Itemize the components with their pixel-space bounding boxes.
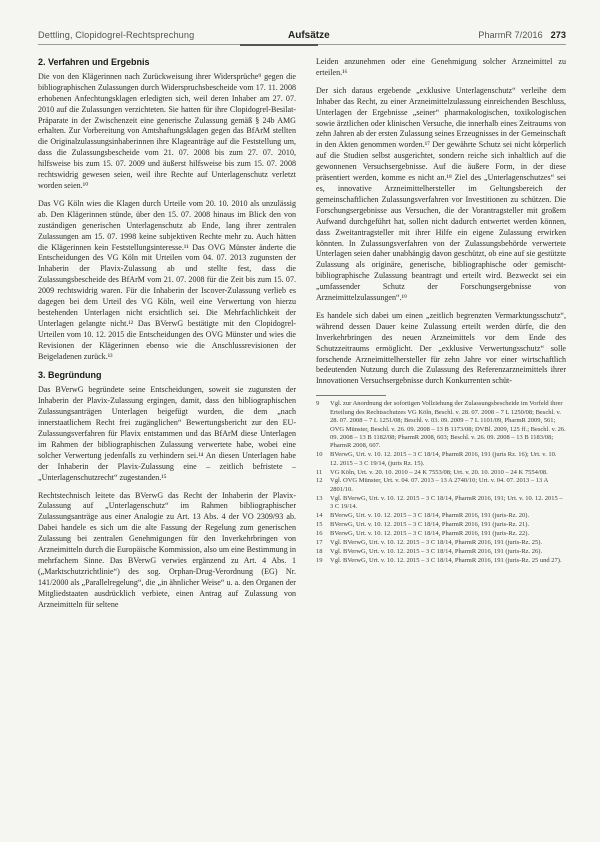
footnote-text: Vgl. zur Anordnung der sofortigen Vollziehung der Zulassungsbescheide im Vorfeld ihrer Erteilung des Rechtsschutzes VG Köln, Beschl. v. 28. 07. 2008 – 7 L 1250/08; Beschl. v. 28. 07. 2008 – 7 L 1251/08; Beschl. v. 03. 09. 2009 – 7 L 1101/09, PharmR 2009, 561; OVG Münster, Beschl. v. 26. 09. 2008 – 13 B 1173/08; DVBl. 2009, 125 ff.; Beschl. v. 26. 09. 2008 – 13 B 1182/08; PharmR 2008, 603; Beschl. v. 26. 09. 2008 – 13 B 1183/08; PharmR 2008, 607. <box>330 400 566 450</box>
running-header <box>38 27 566 45</box>
footnote <box>316 495 566 512</box>
header-section: Aufsätze <box>288 30 330 41</box>
footnote <box>316 539 566 547</box>
footnote-text: Vgl. OVG Münster, Urt. v. 04. 07. 2013 – 13 A 2740/10; Urt. v. 04. 07. 2013 – 13 A 2801/10. <box>330 477 548 493</box>
footnote-text: Vgl. BVerwG, Urt. v. 10. 12. 2015 – 3 C 18/14, PharmR 2016, 191 (juris-Rz. 25 und 27). <box>330 556 562 564</box>
footnote-text: Vgl. BVerwG, Urt. v. 10. 12. 2015 – 3 C 18/14, PharmR 2016, 191 (juris-Rz. 25). <box>330 538 543 546</box>
footnote <box>316 469 566 477</box>
footnote-text: VG Köln, Urt. v. 20. 10. 2010 – 24 K 7553/08; Urt. v. 20. 10. 2010 – 24 K 7554/08. <box>330 468 548 476</box>
footnote-number: 12 <box>316 477 323 485</box>
footnote-text: BVerwG, Urt. v. 10. 12. 2015 – 3 C 18/14, PharmR 2016, 191 (juris-Rz. 21). <box>330 520 530 528</box>
footnote <box>316 400 566 450</box>
paragraph: Der sich daraus ergebende „exklusive Unterlagenschutz“ verleihe dem Inhaber das Recht, zu einer Arzneimittelzulassung einreichenden Beschluss, Unterlagen der Ergebnisse „seiner“ pharmakologischen, toxikologischen sowie ärztlichen oder klinischen Versuche, die innerhalb eines Zeitraums von zehn Jahren ab der ersten Zulassung seines Erzeugnisses in der Gemeinschaft in den Akten genommen worden.¹⁷ Der gewährte Schutz sei nicht körperlich auf die Studien selbst ausgerichtet, sondern reiche sich inhaltlich auf die gewonnenen Versuchsergebnisse. Auf die äußere Form, in der diese präsentiert werden, komme es nicht an.¹⁸ Ziel des „Unterlagenschutzes“ sei es, innovative Arzneimittelhersteller im Geltungsbereich der gemeinschaftlichen Zulassungsverfahren vor Investitionen zu schützen. Die Forschungsergebnisse aus Versuchen, die der Vorantragsteller mit großem Aufwand durchgeführt hat, sollen nicht dadurch entwertet werden können, dass Zweitantragsteller mit ihrer Hilfe ein eigene Zulassung erwirken könnten. In Zulassungsverfahren von der Zulassungsbehörde verwertete Unterlagen seien daher unabhängig davon geschützt, ob eine auf sie gestützte Zulassung als originäre, generische, bibliographische oder gemischt-bibliographische Zulassung beantragt und erteilt wird. Bezweckt sei ein „umfassender Schutz der Forschungsergebnisse von Arzneimittelzulassungen“.¹⁹ <box>316 85 566 303</box>
footnote <box>316 530 566 538</box>
footnote-number: 18 <box>316 547 323 555</box>
footnote-list <box>316 400 566 565</box>
paragraph: Leiden anzunehmen oder eine Genehmigung solcher Arzneimittel zu erteilen.¹⁶ <box>316 57 566 77</box>
section-3-heading: 3. Begründung <box>38 370 102 381</box>
footnote <box>316 557 566 565</box>
footnote <box>316 477 566 494</box>
footnote-text: Vgl. BVerwG, Urt. v. 10. 12. 2015 – 3 C 18/14, PharmR 2016, 191; Urt. v. 10. 12. 2015 – 3 C 19/14. <box>330 494 563 511</box>
footnote <box>316 548 566 556</box>
paragraph: Rechtstechnisch leitete das BVerwG das Recht der Inhaberin der Plavix-Zulassung auf „Unterlagenschutz“ im Rahmen bibliographischer Zulassungsanträge aus einer Analogie zu Art. 13 Abs. 4 der VO 2309/93 ab. Dabei handele es sich um die alte Fassung der Regelung zum generischen Zulassung bei zentralen Genehmigungen für den Inverkehrbringen von Arzneimitteln durch die Europäische Kommission, also um eine Bestimmung in mehrfachem Sinne. Das BVerwG verwies ergänzend zu Art. 4 Abs. 1 („Marktschutzrichtlinie“) des sog. Orphan-Drug-Verordnung (EG) Nr. 141/2000 als „Parallelregelung“, die „in ähnlicher Weise“ u. a. den Organen der Mitgliedstaaten ausdrücklich verbiete, einen Antrag auf Zulassung von Arzneimitteln für seltene <box>38 490 296 609</box>
footnote-text: Vgl. BVerwG, Urt. v. 10. 12. 2015 – 3 C 18/14, PharmR 2016, 191 (juris-Rz. 26). <box>330 547 543 555</box>
footnote-number: 13 <box>316 494 323 502</box>
footnote-number: 16 <box>316 529 323 537</box>
footnote-text: BVerwG, Urt. v. 10. 12. 2015 – 3 C 18/14, PharmR 2016, 191 (juris Rz. 16); Urt. v. 10. 12. 2015 – 3 C 19/14, (juris Rz. 15). <box>330 451 557 467</box>
header-author-title: Dettling, Clopidogrel-Rechtsprechung <box>38 30 195 40</box>
header-journal <box>478 30 566 40</box>
footnote <box>316 521 566 529</box>
footnote <box>316 512 566 520</box>
footnote-number: 9 <box>316 400 320 408</box>
footnote-number: 10 <box>316 451 323 459</box>
footnote-number: 17 <box>316 538 323 546</box>
footnote-number: 11 <box>316 468 323 476</box>
footnote-text: BVerwG, Urt. v. 10. 12. 2015 – 3 C 18/14, PharmR 2016, 191 (juris-Rz. 20). <box>330 512 530 520</box>
paragraph: Das VG Köln wies die Klagen durch Urteile vom 20. 10. 2010 als unzulässig ab. Den Klägerinnen stünde, über den 15. 07. 2008 hinaus im Blick den von zuständigen generischen Unterlagenschutz ab Ende, lang ihrer zentralen Zulassungen am 15. 07. 1998 keine subjektiven Rechte mehr zu. Auch hätten die Klägerinnen kein Feststellungsinteresse.¹¹ Das OVG Münster änderte die Entscheidungen des VG Köln mit Urteilen vom 04. 07. 2013 zugunsten der Inhaberin der Plavix-Zulassung ab und stellte fest, dass die Zulassungsbescheide des BfArM vom 21. 07. 2008 für die Zeit bis zum 15. 07. 2009 rechtswidrig waren. Für die Inhaberin der Iscover-Zulassung verlieb es dagegen bei dem Urteil des VG Köln, weil eine Verwertung von hierzu bestehenden Unterlagen nicht ersichtlich sei. Die Mehrfachlichkeit der Unterlagen gelangte nicht.¹² Das BVerwG bestätigte mit den Clopidogrel-Urteilen vom 10. 12. 2015 die Entscheidungen des OVG Münster und wies die Revisionen der Klägerinnen ebenso wie die Anschlussrevisionen der Beigeladenen zurück.¹³ <box>38 198 296 361</box>
section-2-heading: 2. Verfahren und Ergebnis <box>38 57 150 67</box>
footnote-text: BVerwG, Urt. v. 10. 12. 2015 – 3 C 18/14, PharmR 2016, 191 (juris-Rz. 22). <box>330 529 530 537</box>
paragraph: Die von den Klägerinnen nach Zurückweisung ihrer Widersprüche⁹ gegen die bibliographischen Zulassungen durch Widerspruchsbescheide vom 17. 11. 2008 erhobenen Anfechtungsklagen erledigten sich, weil deren Inhaber am 27. 07. 2010 auf die Zulassungen verzichteten. Sie hatten für ihre Clopidogrel-Besilat-Präparate in der Zwischenzeit eine generische Zulassung gemäß § 24b AMG erhalten. Zur Vorbereitung von Amtshaftungsklagen gegen das BfArM stellten die Originalzulassungsinhaberinnen ihre Klageanträge auf die Feststellung um, dass die Zulassungsbescheide vom 21. 07. 2008 bis zum 27. 07. 2010, hilfsweise bis zum 15. 07. 2009 und äußerst hilfsweise bis zum 15. 07. 2008 rechtswidrig gewesen seien, weil ihre Rechte auf Unterlagenschutz verletzt worden seien.¹⁰ <box>38 71 296 190</box>
footnote-separator <box>316 395 386 396</box>
paragraph: Das BVerwG begründete seine Entscheidungen, soweit sie zugunsten der Inhaberin der Plavix-Zulassung ergingen, damit, dass den bibliographischen Zulassungsanträgen Unterlagen beigefügt wurden, die dem „nach innerstaatlichem Recht frei zugänglichen“ Bewertungsbericht zur den EU-Zulassungsverfahren für Plavix entstammen und das BfArM diese Unterlagen im Rahmen der bibliographischen Zulassung verwertete habe, wobei eine solcher Verwertung jedenfalls zu verhindern sei.¹⁴ An diesen Unterlagen habe der Inhaberin der Plavix-Zulassung eine – zeitlich befristete – „Unterlagenschutzrecht“ zugestanden.¹⁵ <box>38 385 296 482</box>
header-section-underline <box>240 44 318 46</box>
footnote <box>316 451 566 468</box>
header-journal-issue: PharmR 7/2016 <box>478 30 543 40</box>
footnote-number: 15 <box>316 520 323 528</box>
left-column <box>38 57 296 618</box>
right-column <box>316 57 566 566</box>
footnote-number: 14 <box>316 512 323 520</box>
paragraph: Es handele sich dabei um einen „zeitlich begrenzten Vermarktungsschutz“, während dessen Dauer keine Zulassung erteilt werden dürfe, die den Inverkehrbringen des neuen Arzneimittels vor dem Ende des Schutzzeitraums ermöglicht. Der „exklusive Verwertungsschutz“ solle forschende Arzneimittelhersteller für zehn Jahre vor einer wirtschaftlich bedeutenden Nutzung durch die Zulassung des Referenzarzneimittels ihrer Innovationen Versuchsergebnisse durch Konkurrenten schüt- <box>316 310 566 386</box>
header-page-number: 273 <box>550 30 566 40</box>
footnote-number: 19 <box>316 556 323 564</box>
